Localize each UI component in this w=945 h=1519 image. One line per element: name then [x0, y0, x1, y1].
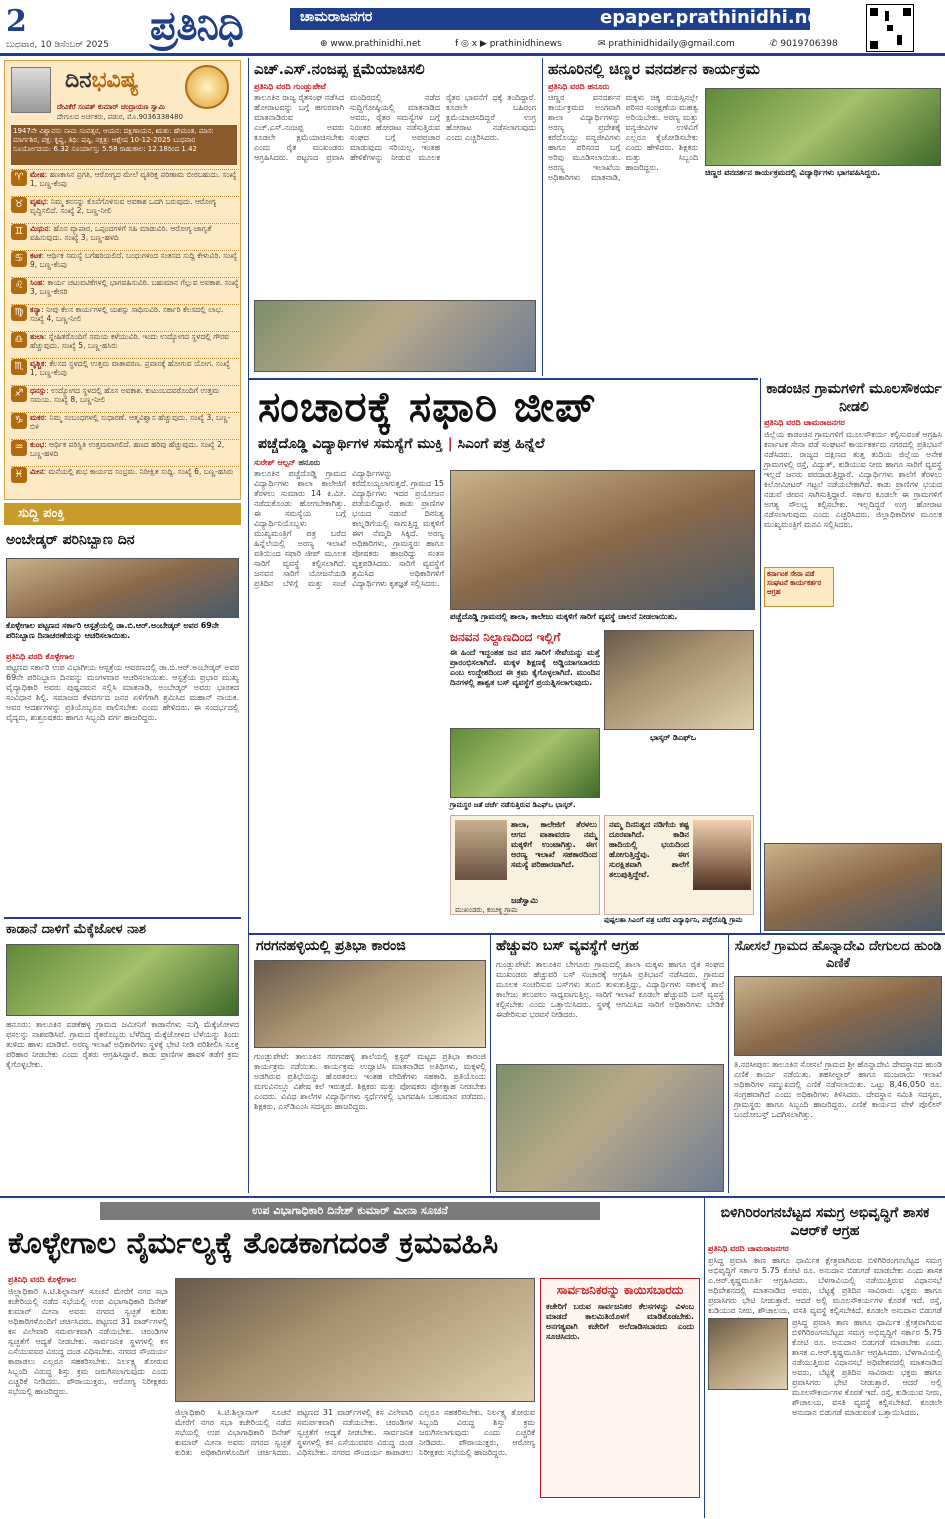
quote-photo: [455, 820, 507, 880]
zodiac-sign-icon: ♐: [11, 386, 27, 402]
byline-kollegal: ಪ್ರತಿನಿಧಿ ವರದಿ ಕೊಳ್ಳೇಗಾಲ: [8, 1275, 77, 1284]
callout-forest-villages: ಕರ್ನಾಟಕ ಸೇನಾ ಪಡೆ ಸಂಘಟನೆ ಕಾರ್ಯಕರ್ತರ ಆಗ್ರಹ: [764, 567, 834, 607]
box-kollegal: [540, 1278, 700, 1498]
photo-forest-villages: [764, 843, 942, 931]
horoscope-sign: ♎ ತುಲಾ: ಸ್ನೇಹಿತರೊಂದಿಗೆ ಸಮಯ ಕಳೆಯುವಿರಿ. ಇಂದು ಉದ್ಯೋಗದ ಸ್ಥಳದಲ್ಲಿ ಗೌರವ ಹೆಚ್ಚುವುದು. ಸಂಖ್ಯೆ 5, ಬಣ್ಣ-ಹಸಿರು: [11, 331, 239, 354]
photo-jeep: [450, 470, 755, 610]
body-maize: ಹನೂರು: ತಾಲೂಕಿನ ವಡಕೆಹಳ್ಳ ಗ್ರಾಮದ ಜಮೀನಿಗೆ ಕಾಡಾನೆಗಳು ನುಗ್ಗಿ ಮೆಕ್ಕೆಜೋಳದ ಫಸಲನ್ನು ನಾಶಪಡಿಸಿವೆ. ಗ್ರಾಮದ ರೈತರೊಬ್ಬರು ಬೆಳೆದಿದ್ದ ಮೆಕ್ಕೆಜೋಳದ ಬೆಳೆಯನ್ನು ತಿಂದು ತುಳಿದು ಹಾಳು ಮಾಡಿವೆ. ಅರಣ್ಯ ಇಲಾಖೆ ಅಧಿಕಾರಿಗಳು ಸ್ಥಳಕ್ಕೆ ಭೇಟಿ ನೀಡಿ ಪರಿಶೀಲಿಸಿ ಸೂಕ್ತ ಪರಿಹಾರ ನೀಡಬೇಕು ಎಂದು ರೈತರು ಆಗ್ರಹಿಸಿದ್ದಾರೆ. ಕಾಡು ಪ್ರಾಣಿಗಳ ಹಾವಳಿ ತಡೆಗೆ ಕ್ರಮ ಕೈಗೊಳ್ಳಬೇಕು.: [6, 1020, 239, 1069]
photo-villagers: [450, 728, 600, 798]
body-karanji: ಗುಂಡ್ಲುಪೇಟೆ: ತಾಲೂಕಿನ ಗರಗನಹಳ್ಳಿ ಶಾಲೆಯಲ್ಲಿ ಕ್ಲಸ್ಟರ್ ಮಟ್ಟದ ಪ್ರತಿಭಾ ಕಾರಂಜಿ ಕಾರ್ಯಕ್ರಮ ನಡೆಯಿತು. ಕಾರ್ಯಕ್ರಮ ಉದ್ಘಾಟಿಸಿ ಮಾತನಾಡಿದ ಅತಿಥಿಗಳು, ಮಕ್ಕಳಲ್ಲಿ ಅಡಗಿರುವ ಪ್ರತಿಭೆಯನ್ನು ಹೊರತರಲು ಇಂತಹ ವೇದಿಕೆಗಳು ಸಹಕಾರಿ. ಪ್ರತಿಯೊಂದು ಮಗುವಿನಲ್ಲೂ ವಿಶೇಷ ಕಲೆ ಇರುತ್ತದೆ. ಶಿಕ್ಷಕರು ಮತ್ತು ಪೋಷಕರು ಪ್ರೋತ್ಸಾಹ ನೀಡಬೇಕು ಎಂದರು. ವಿವಿಧ ಶಾಲೆಗಳ ವಿದ್ಯಾರ್ಥಿಗಳು ಸ್ಪರ್ಧೆಗಳಲ್ಲಿ ಭಾಗವಹಿಸಿ ಬಹುಮಾನ ಪಡೆದರು. ಶಿಕ್ಷಕರು, ಎಸ್‌ಡಿಎಂಸಿ ಸದಸ್ಯರು ಹಾಜರಿದ್ದರು.: [254, 1052, 486, 1111]
horoscope-sign: ♑ ಮಕರ: ನಿಮ್ಮ ಸಂಬಂಧಗಳಲ್ಲಿ ಸುಧಾರಣೆ. ಆತ್ಮವಿಶ್ವಾಸ ಹೆಚ್ಚುವುದು. ಸಂಖ್ಯೆ 3, ಬಣ್ಣ-ಬಿಳಿ: [11, 412, 239, 435]
byline-ambedkar: ಪ್ರತಿನಿಧಿ ವರದಿ ಕೊಳ್ಳೇಗಾಲ: [6, 652, 75, 661]
divider: [248, 378, 758, 380]
lead-headline: ಸಂಚಾರಕ್ಕೆ ಸಫಾರಿ ಜೀಪ್: [258, 382, 597, 431]
astrologer-name: ದೇವಿಕೆರೆ ಸಂಪತ್ ಕುಮಾರ್ ಚಂದ್ರಾಯಣ ಸ್ವಾಮಿ: [57, 103, 166, 111]
zodiac-sign-icon: ♑: [11, 413, 27, 429]
horoscope-sign: ♌ ಸಿಂಹ: ಕಾರ್ಯ ಚಟುವಟಿಕೆಗಳಲ್ಲಿ ಭಾಗವಹಿಸುವಿರಿ. ಬಹುಮಾನ ಗೆಲ್ಲುವ ಅವಕಾಶ. ಸಂಖ್ಯೆ 3, ಬಣ್ಣ-ಕೇಸರಿ: [11, 277, 239, 300]
caption-villagers: ಗ್ರಾಮಸ್ಥರ ಜತೆ ಚರ್ಚೆ ನಡೆಸುತ್ತಿರುವ ಡಿಎಫ್‌ಒ ಭಾಸ್ಕರ್.: [450, 801, 576, 809]
website-link[interactable]: ⊕ www.prathinidhi.net: [320, 39, 421, 49]
zodiac-sign-icon: ♓: [11, 467, 27, 483]
email-link[interactable]: ✉ prathinidhidaily@gmail.com: [598, 39, 735, 49]
quote-name-1: ಜಡೆಸ್ವಾಮಿ: [511, 896, 538, 905]
quote-text-1: ಶಾಲಾ, ಕಾಲೇಜಿಗೆ ತೆರಳಲು ಆಗದ ವಾತಾವರಣ ನಮ್ಮ ಮಕ್ಕಳಿಗೆ ಉಂಟಾಗಿತ್ತು. ಈಗ ಅರಣ್ಯ ಇಲಾಖೆ ಸಹಕಾರದಿಂದ ಸಮಸ್ಯೆ ಪರಿಹಾರವಾಗಿದೆ.: [511, 820, 597, 869]
zodiac-sign-icon: ♈: [11, 170, 27, 186]
body-bus: ಗುಂಡ್ಲುಪೇಟೆ: ತಾಲೂಕಿನ ಬೇಗೂರು ಗ್ರಾಮದಲ್ಲಿ ಶಾಲಾ ಮಕ್ಕಳು ಹಾಗೂ ರೈತ ಸಂಘದ ಮುಖಂಡರು ಹೆಚ್ಚುವರಿ ಬಸ್ ಸಂಚಾರಕ್ಕೆ ಆಗ್ರಹಿಸಿ ಪ್ರತಿಭಟನೆ ನಡೆಸಿದರು. ಗ್ರಾಮದ ಮೂಲಕ ಸಂಚರಿಸುವ ಬಸ್‌ಗಳು ತುಂಬಿ ತುಳುಕುತ್ತಿದ್ದು, ವಿದ್ಯಾರ್ಥಿಗಳು ಸಕಾಲಕ್ಕೆ ಶಾಲೆ ಕಾಲೇಜು ತಲುಪಲು ಸಾಧ್ಯವಾಗುತ್ತಿಲ್ಲ. ಸಾರಿಗೆ ಇಲಾಖೆ ಕೂಡಲೇ ಹೆಚ್ಚುವರಿ ಬಸ್ ವ್ಯವಸ್ಥೆ ಕಲ್ಪಿಸಬೇಕು ಎಂದು ಒತ್ತಾಯಿಸಿದರು. ಸ್ಥಳಕ್ಕೆ ಆಗಮಿಸಿದ ಸಾರಿಗೆ ಅಧಿಕಾರಿಗಳು ಬೇಡಿಕೆ ಈಡೇರಿಸುವ ಭರವಸೆ ನೀಡಿದರು.: [496, 960, 724, 1019]
body-hanur-forest: ಚಿಣ್ಣರ ವನದರ್ಶನ ಕಾರ್ಯಕ್ರಮದ ಅಂಗವಾಗಿ ಶಾಲಾ ವಿದ್ಯಾರ್ಥಿಗಳನ್ನು ಅರಣ್ಯ ಪ್ರದೇಶಕ್ಕೆ ಕರೆದೊಯ್ದು ವನ್ಯಜೀವಿಗಳು ಹಾಗೂ ಪರಿಸರದ ಬಗ್ಗೆ ಅರಿವು ಮೂಡಿಸಲಾಯಿತು. ಅರಣ್ಯ ಇಲಾಖೆಯ ಅಧಿಕಾರಿಗಳು ಮಾತನಾಡಿ, ಮಕ್ಕಳು ಚಿಕ್ಕ ವಯಸ್ಸಿನಲ್ಲೇ ಪರಿಸರ ಸಂರಕ್ಷಣೆಯ ಮಹತ್ವ ಅರಿಯಬೇಕು. ಅರಣ್ಯ ಮತ್ತು ವನ್ಯಜೀವಿಗಳ ಉಳಿವಿಗೆ ಎಲ್ಲರೂ ಕೈಜೋಡಿಸಬೇಕು ಎಂದು ಹೇಳಿದರು. ಶಿಕ್ಷಕರು ಮತ್ತು ಸಿಬ್ಬಂದಿ ಹಾಜರಿದ್ದರು.: [548, 93, 698, 182]
column-rule: [728, 935, 729, 1193]
headline-biligiri: ಬಿಳಿಗಿರಿರಂಗನಬೆಟ್ಟದ ಸಮಗ್ರ ಅಭಿವೃದ್ಧಿಗೆ ಶಾಸಕ ಎಆರ್‌ಕೆ ಆಗ್ರಹ: [720, 1205, 930, 1239]
caption-student: ಪುಷ್ಪಲತಾ ಸಿಎಂಗೆ ಪತ್ರ ಬರೆದ ವಿದ್ಯಾರ್ಥಿನಿ, ಪಚ್ಚೆದೊಡ್ಡಿ ಗ್ರಾಮ: [604, 916, 743, 924]
photo-dfo: [604, 630, 754, 730]
issue-date: ಬುಧವಾರ, 10 ಡಿಸೆಂಬರ್ 2025: [6, 40, 109, 50]
horoscope-sign: ♋ ಕಟಕ: ಆರ್ಥಿಕ ಸಮಸ್ಯೆ ಬಗೆಹರಿಯಲಿದೆ. ಬಂಧುಗಳಿಂದ ಸಂತಸದ ಸುದ್ದಿ ಕೇಳುವಿರಿ. ಸಂಖ್ಯೆ 9, ಬಣ್ಣ-ಕೆಂಪು: [11, 250, 239, 273]
column-rule: [490, 935, 491, 1193]
lead-subheadline: ಪಚ್ಚೆದೊಡ್ಡಿ ವಿದ್ಯಾರ್ಥಿಗಳ ಸಮಸ್ಯೆಗೆ ಮುಕ್ತಿ | ಸಿಎಂಗೆ ಪತ್ರ ಹಿನ್ನೆಲೆ: [258, 436, 545, 452]
box-body: ಕಚೇರಿಗೆ ಬರುವ ಸಾರ್ವಜನಿಕರ ಕೆಲಸಗಳನ್ನು ವಿಳಂಬ ಮಾಡದೆ ಕಾಲಮಿತಿಯೊಳಗೆ ಮಾಡಿಕೊಡಬೇಕು. ಅನಗತ್ಯವಾಗಿ ಕಚೇರಿಗೆ ಅಲೆದಾಡಿಸಬಾರದು ಎಂದು ಸೂಚಿಸಿದರು.: [546, 1302, 694, 1341]
horoscope-sign: ♍ ಕನ್ಯಾ: ನೀವು ಕೆಲಸ ಕಾರ್ಯಗಳಲ್ಲಿ ಯಶಸ್ಸು ಸಾಧಿಸುವಿರಿ. ಸರ್ಕಾರಿ ಕೆಲಸದಲ್ಲಿ ಲಾಭ. ಸಂಖ್ಯೆ 4, ಬಣ್ಣ-ನೀಲಿ: [11, 304, 239, 327]
zodiac-sign-icon: ♌: [11, 278, 27, 294]
photo-kollegal: [175, 1278, 535, 1402]
body-ambedkar: ಪಟ್ಟಣದ ಸರ್ಕಾರಿ ಉಪ ವಿಭಾಗೀಯ ಆಸ್ಪತ್ರೆಯ ಆವರಣದಲ್ಲಿ ಡಾ.ಬಿ.ಆರ್.ಅಂಬೇಡ್ಕರ್ ಅವರ 69ನೇ ಪರಿನಿಬ್ಬಾಣ ದಿನವನ್ನು ಮಂಗಳವಾರ ಆಚರಿಸಲಾಯಿತು. ಆಸ್ಪತ್ರೆಯ ಪ್ರಭಾರ ಮುಖ್ಯ ವೈದ್ಯಾಧಿಕಾರಿ ಅವರು ಪುಷ್ಪನಮನ ಸಲ್ಲಿಸಿ ಮಾತನಾಡಿ, ಅಂಬೇಡ್ಕರ್ ಅವರು ಭಾರತದ ಸಂವಿಧಾನ ಶಿಲ್ಪಿ. ಸಮಾಜದ ಕೆಳವರ್ಗದ ಜನರ ಏಳಿಗೆಗಾಗಿ ಶ್ರಮಿಸಿದ ಮಹಾನ್ ನಾಯಕ. ಅವರ ಆದರ್ಶಗಳನ್ನು ಪ್ರತಿಯೊಬ್ಬರೂ ಪಾಲಿಸಬೇಕು ಎಂದು ಹೇಳಿದರು. ಈ ಸಂದರ್ಭದಲ್ಲಿ ವೈದ್ಯರು, ಶುಶ್ರೂಷಕರು ಹಾಗೂ ಸಿಬ್ಬಂದಿ ವರ್ಗ ಹಾಜರಿದ್ದರು.: [6, 663, 239, 722]
horoscope-sign: ♓ ಮೀನ: ಮನೆಯಲ್ಲಿ ಶುಭ ಕಾರ್ಯದ ಸಂಭ್ರಮ. ನಿರೀಕ್ಷಿತ ಸುದ್ದಿ. ಸಂಖ್ಯೆ 6, ಬಣ್ಣ-ಹಸಿರು: [11, 466, 239, 489]
zodiac-sign-icon: ♋: [11, 251, 27, 267]
body-temple: ತಿ.ನರಸೀಪುರ: ತಾಲೂಕಿನ ಸೋಸಲೆ ಗ್ರಾಮದ ಶ್ರೀ ಹೊನ್ನಾದೇವಿ ದೇವಸ್ಥಾನದ ಹುಂಡಿ ಎಣಿಕೆ ಕಾರ್ಯ ನಡೆಯಿತು. ತಹಸೀಲ್ದಾರ್ ಹಾಗೂ ಮುಜರಾಯಿ ಇಲಾಖೆ ಅಧಿಕಾರಿಗಳ ಸಮ್ಮುಖದಲ್ಲಿ ಎಣಿಕೆ ನಡೆಸಲಾಯಿತು. ಒಟ್ಟು 8,46,050 ರೂ. ಸಂಗ್ರಹವಾಗಿದೆ ಎಂದು ಅಧಿಕಾರಿಗಳು ತಿಳಿಸಿದರು. ದೇವಸ್ಥಾನ ಸಮಿತಿ ಸದಸ್ಯರು, ಗ್ರಾಮಸ್ಥರು ಹಾಗೂ ಸಿಬ್ಬಂದಿ ಹಾಜರಿದ್ದರು. ಎಣಿಕೆ ಕಾರ್ಯದ ವೇಳೆ ಪೊಲೀಸ್ ಬಂದೋಬಸ್ತ್ ಒದಗಿಸಲಾಗಿತ್ತು.: [734, 1060, 942, 1119]
body-biligiri: ಪ್ರಸಿದ್ಧ ಪ್ರವಾಸಿ ತಾಣ ಹಾಗೂ ಧಾರ್ಮಿಕ ಕ್ಷೇತ್ರವಾಗಿರುವ ಬಿಳಿಗಿರಿರಂಗನಬೆಟ್ಟದ ಸಮಗ್ರ ಅಭಿವೃದ್ಧಿಗೆ ಸರ್ಕಾರ 5.75 ಕೋಟಿ ರೂ. ಅನುದಾನ ಬಿಡುಗಡೆ ಮಾಡಬೇಕು ಎಂದು ಶಾಸಕ ಎ.ಆರ್.ಕೃಷ್ಣಮೂರ್ತಿ ಆಗ್ರಹಿಸಿದರು. ಬೆಳಗಾವಿಯಲ್ಲಿ ನಡೆಯುತ್ತಿರುವ ವಿಧಾನಸಭೆ ಅಧಿವೇಶನದಲ್ಲಿ ಮಾತನಾಡಿದ ಅವರು, ಬೆಟ್ಟಕ್ಕೆ ಪ್ರತಿದಿನ ಸಾವಿರಾರು ಭಕ್ತರು ಹಾಗೂ ಪ್ರವಾಸಿಗರು ಭೇಟಿ ನೀಡುತ್ತಾರೆ. ಆದರೆ ಅಲ್ಲಿ ಮೂಲಸೌಕರ್ಯಗಳ ಕೊರತೆ ಇದೆ. ರಸ್ತೆ, ಕುಡಿಯುವ ನೀರು, ಶೌಚಾಲಯ, ವಸತಿ ವ್ಯವಸ್ಥೆ ಕಲ್ಪಿಸಬೇಕಿದೆ. ಕೂಡಲೇ ಅನುದಾನ ಬಿಡುಗಡೆ: [708, 1256, 942, 1315]
kicker-kollegal: ಉಪ ವಿಭಾಗಾಧಿಕಾರಿ ದಿನೇಶ್ ಕುಮಾರ್ ಮೀನಾ ಸೂಚನೆ: [100, 1202, 600, 1220]
zodiac-sign-icon: ♎: [11, 332, 27, 348]
body-nanjappa: ತಾಲೂಕಿನ ರಾಜ್ಯ ರೈತಸಂಘ ನಡೆಸಿದ ಹೋರಾಟವನ್ನು ಬಗ್ಗೆ ಹಗುರವಾಗಿ ಮಾತನಾಡಿರುವ ಎಚ್.ಎಸ್.ನಂಜಪ್ಪ ಅವರು ಕೂಡಲೇ ಕ್ಷಮೆಯಾಚಿಸಬೇಕು ಎಂದು ರೈತ ಮುಖಂಡರು ಆಗ್ರಹಿಸಿದರು. ಪಟ್ಟಣದ ಪ್ರವಾಸಿ ಮಂದಿರದಲ್ಲಿ ನಡೆದ ಸುದ್ದಿಗೋಷ್ಠಿಯಲ್ಲಿ ಮಾತನಾಡಿದ ಅವರು, ರೈತರ ಸಮಸ್ಯೆಗಳ ಬಗ್ಗೆ ನಿರಂತರ ಹೋರಾಟ ನಡೆಸುತ್ತಿರುವ ಸಂಘದ ಬಗ್ಗೆ ಅಪಪ್ರಚಾರ ಮಾಡುವುದು ಸರಿಯಲ್ಲ. ಇಂತಹ ಹೇಳಿಕೆಗಳನ್ನು ನೀಡುವ ಮೂಲಕ ರೈತರ ಭಾವನೆಗೆ ಧಕ್ಕೆ ತಂದಿದ್ದಾರೆ. ಕೂಡಲೇ ಬಹಿರಂಗ ಕ್ಷಮೆಯಾಚಿಸದಿದ್ದರೆ ಉಗ್ರ ಹೋರಾಟ ನಡೆಸಲಾಗುವುದು ಎಂದು ಎಚ್ಚರಿಸಿದರು.: [254, 93, 536, 162]
phone-number: ✆ 9019706398: [770, 39, 838, 49]
epaper-url[interactable]: epaper.prathinidhi.net: [600, 7, 829, 28]
byline-forest-villages: ಪ್ರತಿನಿಧಿ ವರದಿ ಚಾಮರಾಜನಗರ: [764, 418, 845, 427]
photo-nanjappa: [254, 300, 536, 372]
body-janavana: ಈ ಹಿಂದೆ ಇದ್ದಂತಹ ಜನ ವನ ಸಾರಿಗೆ ಸೇವೆಯನ್ನು ಮತ್ತೆ ಪ್ರಾರಂಭಿಸಲಾಗಿದೆ. ಮಕ್ಕಳ ಶಿಕ್ಷಣಕ್ಕೆ ಅಡ್ಡಿಯಾಗಬಾರದು ಎಂಬ ಉದ್ದೇಶದಿಂದ ಈ ಕ್ರಮ ಕೈಗೊಳ್ಳಲಾಗಿದೆ. ಮುಂದಿನ ದಿನಗಳಲ್ಲಿ ಶಾಶ್ವತ ಬಸ್ ವ್ಯವಸ್ಥೆಗೆ ಪ್ರಯತ್ನಿಸಲಾಗುವುದು.: [450, 648, 600, 687]
horoscope-sign: ♒ ಕುಂಭ: ಆರ್ಥಿಕ ಪರಿಸ್ಥಿತಿ ಉತ್ತಮವಾಗಲಿದೆ. ಹಣದ ಹರಿವು ಹೆಚ್ಚುವುದು. ಸಂಖ್ಯೆ 2, ಬಣ್ಣ-ಹಳದಿ: [11, 439, 239, 462]
byline-biligiri: ಪ್ರತಿನಿಧಿ ವರದಿ ಚಾಮರಾಜನಗರ: [708, 1244, 789, 1253]
body-jeep: ತಾಲೂಕಿನ ಪಚ್ಚೆದೊಡ್ಡಿ ಗ್ರಾಮದ ವಿದ್ಯಾರ್ಥಿಗಳು ಶಾಲಾ ಕಾಲೇಜಿಗೆ ತೆರಳಲು ಸುಮಾರು 14 ಕಿ.ಮೀ. ನಡೆದುಕೊಂಡು ಹೋಗಬೇಕಾಗಿತ್ತು. ಈ ಸಮಸ್ಯೆಯ ಬಗ್ಗೆ ವಿದ್ಯಾರ್ಥಿನಿಯೊಬ್ಬಳು ಮುಖ್ಯಮಂತ್ರಿಗೆ ಪತ್ರ ಬರೆದ ಹಿನ್ನೆಲೆಯಲ್ಲಿ ಅರಣ್ಯ ಇಲಾಖೆ ವತಿಯಿಂದ ಸಫಾರಿ ಜೀಪ್ ಮೂಲಕ ಸಾರಿಗೆ ವ್ಯವಸ್ಥೆ ಕಲ್ಪಿಸಲಾಗಿದೆ. ಜನವನ ಸಾರಿಗೆ ಯೋಜನೆಯಡಿ ಪ್ರತಿದಿನ ಬೆಳಿಗ್ಗೆ ಮತ್ತು ಸಂಜೆ ವಿದ್ಯಾರ್ಥಿಗಳನ್ನು ಕರೆದೊಯ್ಯಲಾಗುತ್ತದೆ. ಗ್ರಾಮದ 15 ವಿದ್ಯಾರ್ಥಿಗಳು ಇದರ ಪ್ರಯೋಜನ ಪಡೆಯಲಿದ್ದಾರೆ. ಕಾಡು ಪ್ರಾಣಿಗಳ ಭಯದ ನಡುವೆ ದಿನನಿತ್ಯ ಕಾಲ್ನಡಿಗೆಯಲ್ಲಿ ಸಾಗುತ್ತಿದ್ದ ಮಕ್ಕಳಿಗೆ ಈಗ ನೆಮ್ಮದಿ ಸಿಕ್ಕಿದೆ. ಅರಣ್ಯ ಅಧಿಕಾರಿಗಳು, ಗ್ರಾಮಸ್ಥರು ಹಾಗೂ ಪೋಷಕರು ಹಾಜರಿದ್ದು ಸಂತಸ ವ್ಯಕ್ತಪಡಿಸಿದರು. ಸಾರಿಗೆ ವ್ಯವಸ್ಥೆಗೆ ಶ್ರಮಿಸಿದ ಅಧಿಕಾರಿಗಳಿಗೆ ವಿದ್ಯಾರ್ಥಿಗಳು ಕೃತಜ್ಞತೆ ಸಲ್ಲಿಸಿದರು.: [254, 469, 444, 588]
body-biligiri-cont: ಪ್ರಸಿದ್ಧ ಪ್ರವಾಸಿ ತಾಣ ಹಾಗೂ ಧಾರ್ಮಿಕ ಕ್ಷೇತ್ರವಾಗಿರುವ ಬಿಳಿಗಿರಿರಂಗನಬೆಟ್ಟದ ಸಮಗ್ರ ಅಭಿವೃದ್ಧಿಗೆ ಸರ್ಕಾರ 5.75 ಕೋಟಿ ರೂ. ಅನುದಾನ ಬಿಡುಗಡೆ ಮಾಡಬೇಕು ಎಂದು ಶಾಸಕ ಎ.ಆರ್.ಕೃಷ್ಣಮೂರ್ತಿ ಆಗ್ರಹಿಸಿದರು. ಬೆಳಗಾವಿಯಲ್ಲಿ ನಡೆಯುತ್ತಿರುವ ವಿಧಾನಸಭೆ ಅಧಿವೇಶನದಲ್ಲಿ ಮಾತನಾಡಿದ ಅವರು, ಬೆಟ್ಟಕ್ಕೆ ಪ್ರತಿದಿನ ಸಾವಿರಾರು ಭಕ್ತರು ಹಾಗೂ ಪ್ರವಾಸಿಗರು ಭೇಟಿ ನೀಡುತ್ತಾರೆ. ಆದರೆ ಅಲ್ಲಿ ಮೂಲಸೌಕರ್ಯಗಳ ಕೊರತೆ ಇದೆ. ರಸ್ತೆ, ಕುಡಿಯುವ ನೀರು, ಶೌಚಾಲಯ, ವಸತಿ ವ್ಯವಸ್ಥೆ ಕಲ್ಪಿಸಬೇಕಿದೆ. ಕೂಡಲೇ ಅನುದಾನ ಬಿಡುಗಡೆ ಮಾಡುವಂತೆ ಒತ್ತಾಯಿಸಿದರು.: [792, 1318, 942, 1417]
body-kollegal-cont: ಜಿಲ್ಲಾಧಿಕಾರಿ ಸಿ.ಟಿ.ಶಿಲ್ಪಾನಾಗ್ ಸೂಚನೆ ಮೇರೆಗೆ ನಗರ ಸಭಾ ಕಚೇರಿಯಲ್ಲಿ ನಡೆದ ಸಭೆಯಲ್ಲಿ ಉಪ ವಿಭಾಗಾಧಿಕಾರಿ ದಿನೇಶ್ ಕುಮಾರ್ ಮೀನಾ ಅವರು ನಗರದ ಸ್ವಚ್ಛತೆ ಕುರಿತು ಅಧಿಕಾರಿಗಳೊಂದಿಗೆ ಚರ್ಚಿಸಿದರು. ಪಟ್ಟಣದ 31 ವಾರ್ಡ್‌ಗಳಲ್ಲಿ ಕಸ ವಿಲೇವಾರಿ ಸಮರ್ಪಕವಾಗಿ ನಡೆಯಬೇಕು. ಚರಂಡಿಗಳ ಸ್ವಚ್ಛತೆಗೆ ಆದ್ಯತೆ ನೀಡಬೇಕು. ಸಾರ್ವಜನಿಕ ಸ್ಥಳಗಳಲ್ಲಿ ಕಸ ಎಸೆಯುವವರ ವಿರುದ್ಧ ದಂಡ ವಿಧಿಸಬೇಕು. ನಗರದ ಸೌಂದರ್ಯ ಕಾಪಾಡಲು ಎಲ್ಲರೂ ಸಹಕರಿಸಬೇಕು. ನಿರ್ಲಕ್ಷ್ಯ ತೋರುವ ಸಿಬ್ಬಂದಿ ವಿರುದ್ಧ ಶಿಸ್ತು ಕ್ರಮ ಜರುಗಿಸಲಾಗುವುದು ಎಂದು ಎಚ್ಚರಿಕೆ ನೀಡಿದರು. ಪೌರಾಯುಕ್ತರು, ಆರೋಗ್ಯ ನಿರೀಕ್ಷಕರು ಸಭೆಯಲ್ಲಿ ಹಾಜರಿದ್ದರು.: [175, 1408, 535, 1457]
zodiac-sign-icon: ♒: [11, 440, 27, 456]
headline-forest-villages: ಕಾಡಂಚಿನ ಗ್ರಾಮಗಳಿಗೆ ಮೂಲಸೌಕರ್ಯ ನೀಡಲಿ: [766, 381, 942, 415]
divider: [248, 933, 945, 935]
photo-biligiri: [708, 1318, 788, 1390]
zodiac-sign-icon: ♍: [11, 305, 27, 321]
horoscope-sign: ♉ ವೃಷಭ: ನಿಮ್ಮ ಕನಸನ್ನು ಕೊನೆಗೊಳಿಸುವ ಅವಕಾಶ ಒದಗಿ ಬರುವುದು. ಆರೋಗ್ಯ ವೃದ್ಧಿಸಲಿದೆ. ಸಂಖ್ಯೆ 2, ಬಣ್ಣ-ನೀಲಿ: [11, 196, 239, 219]
photo-ambedkar: [6, 558, 239, 618]
photo-karanji: [254, 960, 486, 1048]
photo-bus: [496, 1064, 724, 1192]
caption-hanur-forest: ಚಿಣ್ಣರ ವನದರ್ಶನ ಕಾರ್ಯಕ್ರಮದಲ್ಲಿ ವಿದ್ಯಾರ್ಥಿಗಳು ಭಾಗವಹಿಸಿದ್ದರು.: [705, 168, 881, 177]
astrologer-photo: [11, 67, 51, 113]
quote-box-1: [450, 815, 600, 915]
caption-jeep: ಪಚ್ಚೆದೊಡ್ಡಿ ಗ್ರಾಮದಲ್ಲಿ ಶಾಲಾ, ಕಾಲೇಜು ಮಕ್ಕಳಿಗೆ ಸಾರಿಗೆ ವ್ಯವಸ್ಥೆ ಚಾಲನೆ ನೀಡಲಾಯಿತು.: [450, 612, 678, 621]
student-photo: [693, 820, 751, 890]
social-handle[interactable]: f ◎ x ▶ prathinidhinews: [455, 39, 562, 49]
qr-code-icon[interactable]: [866, 4, 914, 52]
headline-maize: ಕಾಡಾನೆ ದಾಳಿಗೆ ಮೆಕ್ಕೆಜೋಳ ನಾಶ: [6, 922, 147, 937]
headline-kollegal: ಕೊಳ್ಳೇಗಾಲ ನೈರ್ಮಲ್ಯಕ್ಕೆ ತೊಡಕಾಗದಂತೆ ಕ್ರಮವಹಿಸಿ: [8, 1226, 499, 1261]
column-rule: [542, 58, 543, 376]
news-column-header: ಸುದ್ದಿ ಪಂಕ್ತಿ: [4, 503, 241, 525]
headline-ambedkar: ಅಂಬೇಡ್ಕರ್ ಪರಿನಿಬ್ಬಾಣ ದಿನ: [6, 532, 135, 548]
horoscope-sign: ♈ ಮೇಷ: ಹಣಕಾಸಿನ ಪ್ರಗತಿ, ಆರೋಗ್ಯದ ಮೇಲೆ ವ್ಯತಿರಿಕ್ತ ಪರಿಣಾಮ ಬೀರಬಹುದು. ಸಂಖ್ಯೆ 1, ಬಣ್ಣ-ಕೆಂಪು: [11, 169, 239, 192]
byline-nanjappa: ಪ್ರತಿನಿಧಿ ವರದಿ ಗುಂಡ್ಲುಪೇಟೆ: [254, 82, 326, 91]
zodiac-sign-icon: ♊: [11, 224, 27, 240]
horoscope-title: ದಿನಭವಿಷ್ಯ: [65, 67, 139, 93]
zodiac-sign-icon: ♉: [11, 197, 27, 213]
byline-hanur-forest: ಪ್ರತಿನಿಧಿ ವರದಿ ಹನೂರು: [548, 82, 610, 91]
panchang-box: 1947ನೇ ವಿಶ್ವಾವಸು ನಾಮ ಸಂವತ್ಸರ, ಆಯನ: ದಕ್ಷಿಣಾಯನ, ಋತು: ಹೇಮಂತ, ಮಾಸ: ಮಾರ್ಗಶಿರ, ಪಕ್ಷ: ಕೃಷ್ಣ, ತಿಥಿ: ಷಷ್ಠಿ, ನಕ್ಷತ್ರ: ಆಶ್ಲೇಷ 10-12-2025 ಬುಧವಾರ ಸೂರ್ಯೋದಯ: 6.32 ಸೂರ್ಯಾಸ್ತ: 5.58 ರಾಹುಕಾಲ: 12.18ರಿಂದ 1.42: [11, 125, 237, 165]
edition-city: ಚಾಮರಾಜನಗರ: [300, 9, 373, 25]
quote-role-1: ಮುಖಂಡರು, ಕಂಚಳ್ಳಿ ಗ್ರಾಮ: [455, 906, 518, 914]
column-rule: [704, 1198, 705, 1518]
horoscope-sign: ♏ ವೃಶ್ಚಿಕ: ಕೆಲಸದ ಸ್ಥಳದಲ್ಲಿ ಉತ್ತಮ ವಾತಾವರಣ. ಪ್ರವಾಸಕ್ಕೆ ಹೋಗುವ ಯೋಗ. ಸಂಖ್ಯೆ 1, ಬಣ್ಣ-ಕೆಂಪು: [11, 358, 239, 381]
body-kollegal: ಜಿಲ್ಲಾಧಿಕಾರಿ ಸಿ.ಟಿ.ಶಿಲ್ಪಾನಾಗ್ ಸೂಚನೆ ಮೇರೆಗೆ ನಗರ ಸಭಾ ಕಚೇರಿಯಲ್ಲಿ ನಡೆದ ಸಭೆಯಲ್ಲಿ ಉಪ ವಿಭಾಗಾಧಿಕಾರಿ ದಿನೇಶ್ ಕುಮಾರ್ ಮೀನಾ ಅವರು ನಗರದ ಸ್ವಚ್ಛತೆ ಕುರಿತು ಅಧಿಕಾರಿಗಳೊಂದಿಗೆ ಚರ್ಚಿಸಿದರು. ಪಟ್ಟಣದ 31 ವಾರ್ಡ್‌ಗಳಲ್ಲಿ ಕಸ ವಿಲೇವಾರಿ ಸಮರ್ಪಕವಾಗಿ ನಡೆಯಬೇಕು. ಚರಂಡಿಗಳ ಸ್ವಚ್ಛತೆಗೆ ಆದ್ಯತೆ ನೀಡಬೇಕು. ಸಾರ್ವಜನಿಕ ಸ್ಥಳಗಳಲ್ಲಿ ಕಸ ಎಸೆಯುವವರ ವಿರುದ್ಧ ದಂಡ ವಿಧಿಸಬೇಕು. ನಗರದ ಸೌಂದರ್ಯ ಕಾಪಾಡಲು ಎಲ್ಲರೂ ಸಹಕರಿಸಬೇಕು. ನಿರ್ಲಕ್ಷ್ಯ ತೋರುವ ಸಿಬ್ಬಂದಿ ವಿರುದ್ಧ ಶಿಸ್ತು ಕ್ರಮ ಜರುಗಿಸಲಾಗುವುದು ಎಂದು ಎಚ್ಚರಿಕೆ ನೀಡಿದರು. ಪೌರಾಯುಕ್ತರು, ಆರೋಗ್ಯ ನಿರೀಕ್ಷಕರು ಸಭೆಯಲ್ಲಿ ಹಾಜರಿದ್ದರು.: [8, 1287, 168, 1396]
horoscope-sign: ♐ ಧನಸ್ಸು: ಉದ್ಯೋಗದ ಸ್ಥಳದಲ್ಲಿ ಹೊಸ ಅವಕಾಶ. ಕುಟುಂಬದವರೊಂದಿಗೆ ಉತ್ತಮ ಸಮಯ. ಸಂಖ್ಯೆ 8, ಬಣ್ಣ-ನೀಲಿ: [11, 385, 239, 408]
column-rule: [248, 58, 249, 1193]
dfo-name: ಭಾಸ್ಕರ್ ಡಿಎಫ್‌ಒ: [650, 733, 697, 742]
photo-maize: [6, 944, 239, 1016]
page-number: 2: [6, 4, 27, 39]
divider: [4, 917, 241, 919]
horoscope-panel: [4, 60, 241, 500]
headline-karanji: ಗರಗನಹಳ್ಳಿಯಲ್ಲಿ ಪ್ರತಿಭಾ ಕಾರಂಜಿ: [256, 938, 406, 954]
headline-temple: ಸೋಸಲೆ ಗ್ರಾಮದ ಹೊನ್ನಾದೇವಿ ದೇಗುಲದ ಹುಂಡಿ ಎಣಿಕೆ: [734, 939, 942, 971]
column-rule: [760, 378, 761, 933]
body-forest-villages: ಜಿಲ್ಲೆಯ ಕಾಡಂಚಿನ ಗ್ರಾಮಗಳಿಗೆ ಮೂಲಸೌಕರ್ಯ ಕಲ್ಪಿಸುವಂತೆ ಆಗ್ರಹಿಸಿ ಕರ್ನಾಟಕ ಸೇನಾ ಪಡೆ ಸಂಘಟನೆ ಕಾರ್ಯಕರ್ತರು ನಗರದಲ್ಲಿ ಪ್ರತಿಭಟನೆ ನಡೆಸಿದರು. ರಾಜ್ಯದ ದಕ್ಷಿಣದ ತುತ್ತ ತುದಿಯ ಜಿಲ್ಲೆಯ ಅನೇಕ ಗ್ರಾಮಗಳಲ್ಲಿ ರಸ್ತೆ, ವಿದ್ಯುತ್, ಕುಡಿಯುವ ನೀರು ಹಾಗೂ ಸಾರಿಗೆ ವ್ಯವಸ್ಥೆ ಇಲ್ಲದೆ ಜನರು ಪರದಾಡುತ್ತಿದ್ದಾರೆ. ವಿದ್ಯಾರ್ಥಿಗಳು ಶಾಲೆಗೆ ತೆರಳಲು ಕಿಲೋಮೀಟರ್ ಗಟ್ಟಲೆ ನಡೆಯಬೇಕಾಗಿದೆ. ಕಾಡು ಪ್ರಾಣಿಗಳ ಭಯದ ನಡುವೆ ಜೀವನ ಸಾಗಿಸುತ್ತಿದ್ದಾರೆ. ಸರ್ಕಾರ ಕೂಡಲೇ ಈ ಗ್ರಾಮಗಳಿಗೆ ಅಗತ್ಯ ಸೌಲಭ್ಯ ಕಲ್ಪಿಸಬೇಕು. ಇಲ್ಲದಿದ್ದರೆ ಉಗ್ರ ಹೋರಾಟ ನಡೆಸಲಾಗುವುದು ಎಂದು ಎಚ್ಚರಿಸಿದರು. ಜಿಲ್ಲಾಧಿಕಾರಿಗಳ ಮೂಲಕ ಮುಖ್ಯಮಂತ್ರಿಗೆ ಮನವಿ ಸಲ್ಲಿಸಿದರು.: [764, 430, 942, 529]
headline-nanjappa: ಎಚ್.ಎಸ್.ನಂಜಪ್ಪ ಕ್ಷಮೆಯಾಚಿಸಲಿ: [254, 60, 425, 78]
box-headline: ಸಾರ್ವಜನಿಕರನ್ನು ಕಾಯಿಸಬಾರದು: [556, 1283, 684, 1297]
photo-temple: [734, 976, 942, 1056]
astrologer-place: ದೇಗುಲದ ಅರ್ಚಕರು, ಪಡುರ, ಮೊ.9036338480: [57, 113, 183, 121]
caption-ambedkar: ಕೊಳ್ಳೇಗಾಲ ಪಟ್ಟಣದ ಸರ್ಕಾರಿ ಆಸ್ಪತ್ರೆಯಲ್ಲಿ ಡಾ.ಬಿ.ಆರ್.ಅಂಬೇಡ್ಕರ್ ಅವರ 69ನೇ ಪರಿನಿಬ್ಬಾಣ ದಿನಾಚರಣೆಯನ್ನು ಆಚರಿಸಲಾಯಿತು.: [6, 621, 219, 640]
newspaper-logo: ಪ್ರತಿನಿಧಿ: [150, 2, 243, 49]
horoscope-sign: ♊ ಮಿಥುನ: ಹೊಸ ವ್ಯಾಪಾರ, ಒಪ್ಪಂದಗಳಿಗೆ ಸಹಿ ಮಾಡುವಿರಿ. ಆರೋಗ್ಯ ಜಾಗೃತೆ ವಹಿಸುವುದು. ಸಂಖ್ಯೆ 3, ಬಣ್ಣ-ಹಳದಿ: [11, 223, 239, 246]
quote-text-2: ನಮ್ಮ ದಿನನಿತ್ಯದ ನಡಿಗೆಯ ಕಷ್ಟ ದೂರವಾಗಿದೆ. ಕಾಡಿನ ಹಾದಿಯಲ್ಲಿ ಭಯದಿಂದ ಹೋಗುತ್ತಿದ್ದೆವು. ಈಗ ಸುರಕ್ಷಿತವಾಗಿ ಶಾಲೆಗೆ ತಲುಪುತ್ತಿದ್ದೇವೆ.: [609, 820, 689, 879]
subhead-janavana: ಜನವನ ನಿಲ್ದಾಣದಿಂದ ಇಲ್ಲಿಗೆ: [450, 630, 561, 644]
zodiac-sign-icon: ♏: [11, 359, 27, 375]
photo-hanur-forest: [705, 88, 941, 166]
quote-box-2: [604, 815, 754, 915]
divider: [0, 1196, 945, 1198]
headline-bus: ಹೆಚ್ಚುವರಿ ಬಸ್ ವ್ಯವಸ್ಥೆಗೆ ಆಗ್ರಹ: [496, 938, 639, 954]
headline-hanur-forest: ಹನೂರಿನಲ್ಲಿ ಚಿಣ್ಣರ ವನದರ್ಶನ ಕಾರ್ಯಕ್ರಮ: [548, 60, 760, 78]
byline-jeep: ಸುರೇಶ್ ಆಲ್ಪನ್ ಹನೂರು: [254, 458, 321, 467]
